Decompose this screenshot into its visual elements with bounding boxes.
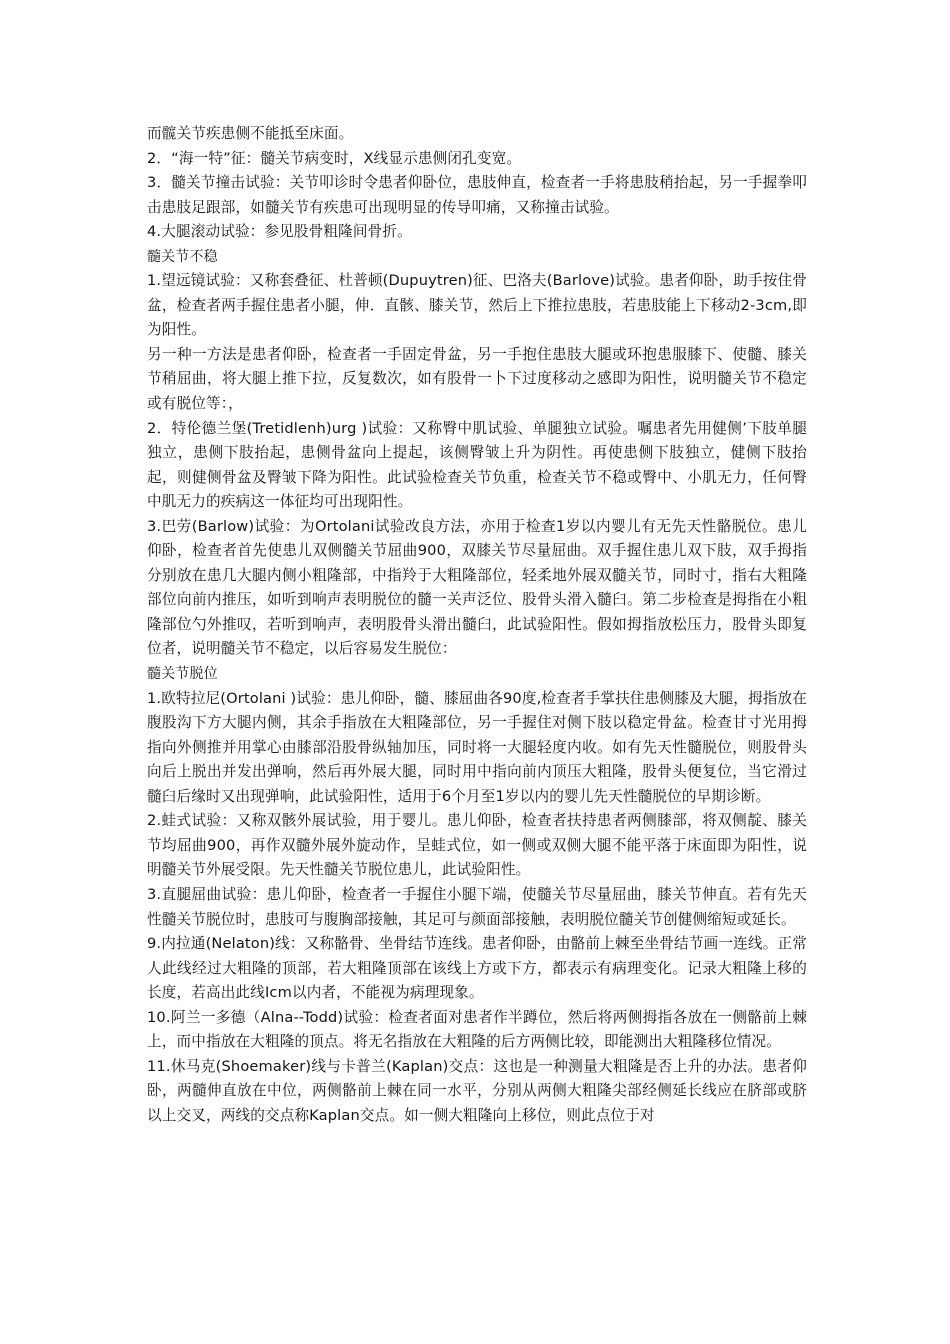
paragraph-barlow-test: 3.巴劳(Barlow)试验：为Ortolani试验改良方法，亦用于检查1岁以内婴儿有无先天性骼脱位。患儿仰卧，检查者首先使患儿双侧髓关节屈曲900，双膝关节尽量屈曲。双手握住患儿双下肢，双手拇指分别放在患几大腿内侧小粗隆部，中指羚于大粗隆部位，轻柔地外展双髓关节，同时寸，指右大粗隆部位向前内推压，如听到响声表明脱位的髓一关声泛位、股骨头滑入髓臼。第二步检查是拇指在小粗隆部位勺外推叹，若听到响声，表明股骨头滑出髓臼，此试验阳性。假如拇指放松压力，股骨头即复位者，说明髓关节不稳定，以后容易发生脱位：	[147, 517, 807, 658]
paragraph-ortolani-test: 1.欧特拉尼(Ortolani )试验：患儿仰卧，髓、膝屈曲各90度,检查者手掌扶住患侧膝及大腿，拇指放在腹股沟下方大腿内侧，其余手指放在大粗隆部位，另一手握住对侧下肢以稳定骨盆。检查甘寸光用拇指向外侧推并用掌心由膝部沿股骨纵轴加压，同时将一大腿轻度内收。如有先天性髓脱位，则股骨头向后上脱出并发出弹响，然后再外展大腿，同时用中指向前内顶压大粗隆，股骨头便复位，当它滑过髓臼后缘时又出现弹响，此试验阳性，适用于6个月至1岁以内的婴儿先天性髓脱位的早期诊断。	[147, 689, 807, 805]
paragraph-frog-test: 2.蛙式试验：又称双骸外展试验，用于婴儿。患儿仰卧，检查者扶持患者两侧膝部，将双侧靛、膝关节均屈曲900，再作双髓外展外旋动作，呈蛙式位，如一侧或双侧大腿不能平落于床面即为阳性，说明髓关节外展受限。先天性髓关节脱位患儿，此试验阳性。	[147, 812, 807, 879]
paragraph-shoemaker-kaplan: 11.休马克(Shoemaker)线与卡普兰(Kaplan)交点：这也是一种测量大粗隆是否上升的办法。患者仰卧，两髓伸直放在中位，两侧骼前上棘在同一水平，分别从两侧大粗隆尖部经侧延长线应在脐部或脐以上交叉，两线的交点称Kaplan交点。如一侧大粗隆向上移位，则此点位于对	[147, 1057, 807, 1124]
paragraph-trendelenburg-test: 2．特伦德兰堡(Tretidlenh)urg )试验：又称臀中肌试验、单腿独立试验。嘱患者先用健侧’下肢单腿独立，患侧下肢抬起，患侧骨盆向上提起，该侧臀皱上升为阴性。再使患侧下肢独立，健侧下肢抬起，则健侧骨盆及臀皱下降为阳性。此试验检查关节负重，检查关节不稳或臀中、小肌无力，任何臀中肌无力的疾病这一体征均可出现阳性。	[147, 419, 807, 511]
section-heading-hip-dislocation: 髓关节脱位	[147, 666, 218, 683]
paragraph-hip-impact-test: 3．髓关节撞击试验：关节叩诊时令患者仰卧位，患肢伸直，检查者一手将患肢稍抬起，另一手握拳叩击患肢足跟部，如髓关节有疾患可出现明显的传导叩痛，又称撞击试验。	[147, 174, 807, 216]
paragraph-straight-leg-flexion-test: 3.直腿屈曲试验：患儿仰卧，检查者一手握住小腿下端，使髓关节尽量屈曲，膝关节伸直。若有先天性髓关节脱位时，患肢可与腹胸部接触，其足可与颜面部接触，表明脱位髓关节创健侧缩短或延长。	[147, 885, 807, 928]
paragraph-alna-todd-test: 10.阿兰一多德（Alna--Todd)试验：检查者面对患者作半蹲位，然后将两侧拇指各放在一侧骼前上棘上，而中指放在大粗隆的顶点。将无名指放在大粗隆的后方两侧比较，即能测出大粗隆移位情况。	[147, 1008, 807, 1051]
paragraph-telescope-test: 1.望远镜试验：又称套叠征、杜普顿(Dupuytren)征、巴洛夫(Barlove)试验。患者仰卧，助手按住骨盆，检查者两手握住患者小腿，伸．直骸、膝关节，然后上下推拉患肢，若患肢能上下移动2-3cm,即为阳性。	[147, 272, 807, 339]
paragraph-nelaton-line: 9.内拉通(Nelaton)线：又称骼骨、坐骨结节连线。患者仰卧，由骼前上棘至坐骨结节画一连线。正常人此线经过大粗隆的顶部，若大粗隆顶部在该线上方或下方，都表示有病理变化。记录大粗隆上移的长度，若高出此线Icm以内者，不能视为病理现象。	[147, 935, 807, 1002]
document-body	[147, 122, 807, 1128]
paragraph-continuation: 而髋关节疾患侧不能抵至床面。	[147, 125, 354, 142]
paragraph-alternative-method: 另一种一方法是患者仰卧，检查者一手固定骨盆，另一手抱住患肢大腿或环抱患服膝下、使髓、膝关节稍屈曲，将大腿上推下拉，反复数次，如有股骨一卜下过度移动之感即为阳性，说明髓关节不稳定或有脱位等：，	[147, 345, 807, 413]
section-heading-hip-instability: 髓关节不稳	[147, 248, 218, 265]
paragraph-hai-te-sign: 2．“海一特”征：髓关节病变时，X线显示患侧闭孔变宽。	[147, 149, 522, 167]
paragraph-thigh-rolling-test: 4.大腿滚动试验：参见股骨粗隆间骨折。	[147, 223, 412, 241]
